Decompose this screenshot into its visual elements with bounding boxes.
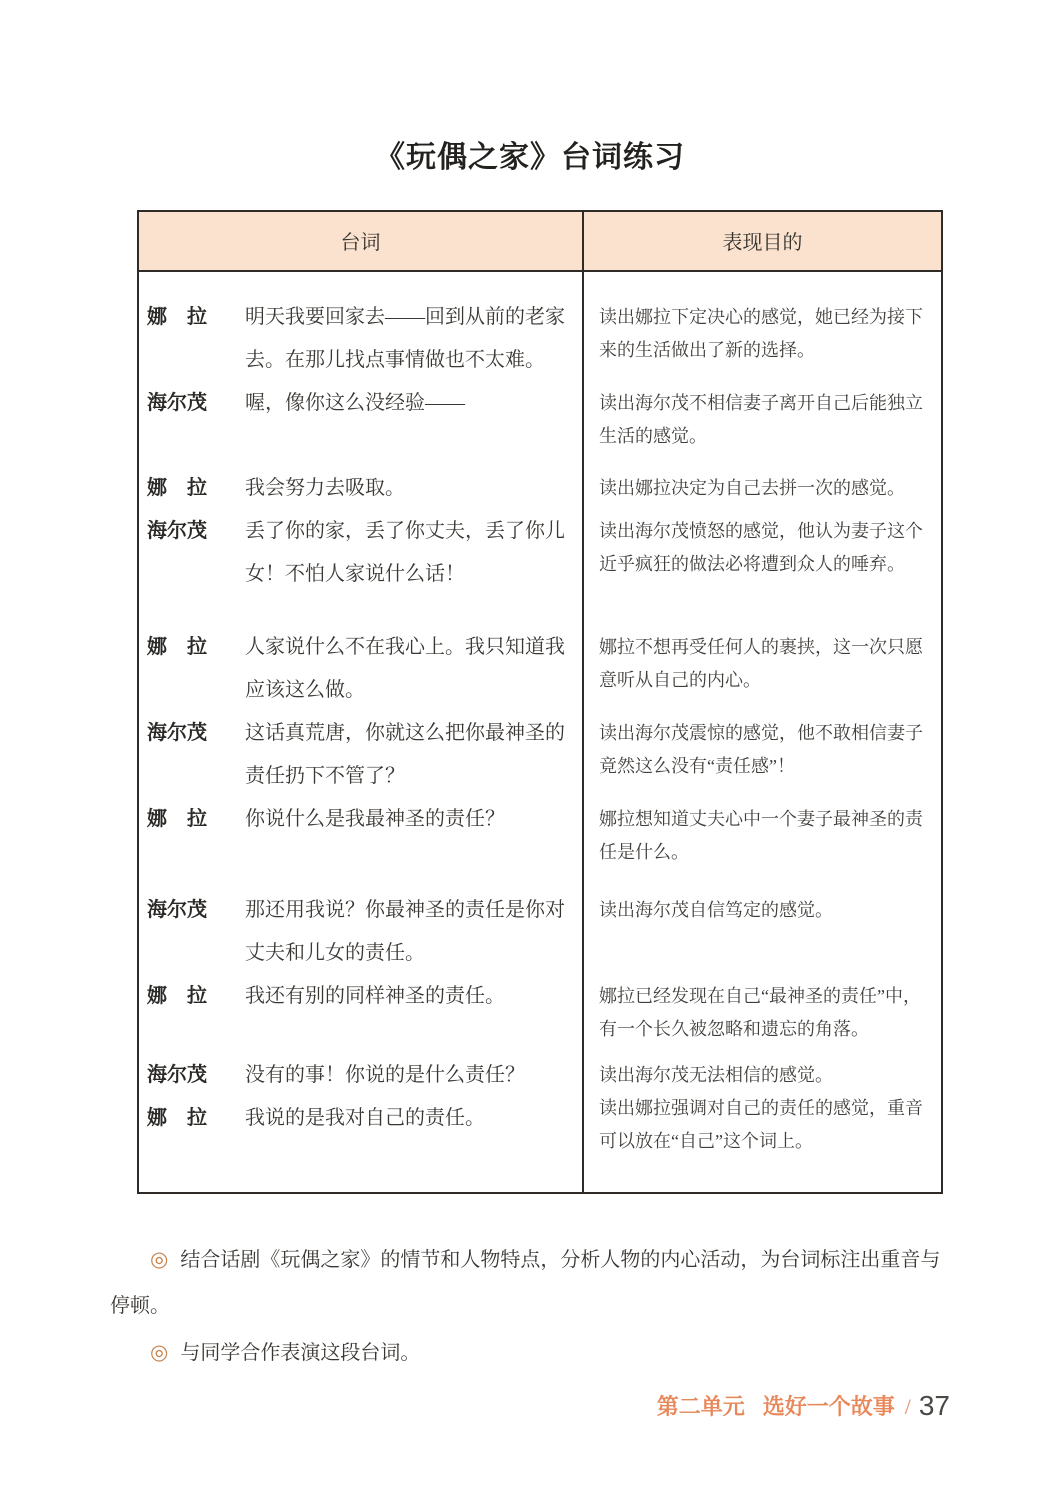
line-text: 我还有别的同样神圣的责任。 bbox=[245, 985, 505, 1007]
purpose-text: 读出海尔茂愤怒的感觉，他认为妻子这个近乎疯狂的做法必将遭到众人的唾弃。 bbox=[599, 521, 923, 574]
speaker-name: 娜 拉 bbox=[147, 808, 207, 830]
dialogue-row bbox=[139, 712, 941, 798]
speaker-name: 海尔茂 bbox=[147, 520, 207, 542]
purpose-text: 读出娜拉决定为自己去拼一次的感觉。 bbox=[599, 478, 905, 498]
purpose-text: 读出娜拉强调对自己的责任的感觉，重音可以放在“自己”这个词上。 bbox=[599, 1098, 923, 1151]
line-text: 你说什么是我最神圣的责任？ bbox=[245, 808, 505, 830]
line-text: 喔，像你这么没经验—— bbox=[245, 392, 465, 414]
dialogue-line bbox=[147, 510, 568, 596]
line-text: 丢了你的家，丢了你丈夫，丢了你儿女！不怕人家说什么话！ bbox=[245, 520, 565, 585]
speaker-name: 海尔茂 bbox=[147, 1064, 207, 1086]
note-text: 结合话剧《玩偶之家》的情节和人物特点，分析人物的内心活动，为台词标注出重音与停顿。 bbox=[110, 1249, 941, 1317]
activity-notes bbox=[110, 1236, 950, 1376]
purpose-text: 读出娜拉下定决心的感觉，她已经为接下来的生活做出了新的选择。 bbox=[599, 307, 923, 360]
speaker-name: 娜 拉 bbox=[147, 306, 207, 328]
dialogue-row bbox=[139, 382, 941, 453]
purpose-cell bbox=[582, 510, 941, 596]
double-circle-bullet-icon: ◎ bbox=[150, 1340, 169, 1364]
note-item bbox=[110, 1236, 950, 1329]
line-cell bbox=[139, 712, 582, 798]
line-text: 明天我要回家去——回到从前的老家去。在那儿找点事情做也不太难。 bbox=[245, 306, 565, 371]
dialogue-line bbox=[147, 296, 568, 382]
footer-unit-label: 第二单元 bbox=[656, 1394, 745, 1419]
table-body bbox=[139, 272, 941, 1192]
line-text: 人家说什么不在我心上。我只知道我应该这么做。 bbox=[245, 636, 565, 701]
dialogue-line bbox=[147, 975, 568, 1018]
line-text: 这话真荒唐，你就这么把你最神圣的责任扔下不管了？ bbox=[245, 722, 565, 787]
purpose-cell bbox=[582, 296, 941, 382]
speaker-name: 娜 拉 bbox=[147, 985, 207, 1007]
line-text: 我会努力去吸取。 bbox=[245, 477, 405, 499]
purpose-cell bbox=[582, 1054, 941, 1158]
purpose-cell bbox=[582, 798, 941, 869]
speaker-name: 娜 拉 bbox=[147, 1107, 207, 1129]
dialogue-practice-table bbox=[137, 210, 943, 1194]
dialogue-line bbox=[147, 467, 568, 510]
line-cell bbox=[139, 467, 582, 510]
purpose-cell bbox=[582, 382, 941, 453]
page-number: 37 bbox=[918, 1390, 950, 1421]
speaker-name: 娜 拉 bbox=[147, 636, 207, 658]
purpose-text: 娜拉已经发现在自己“最神圣的责任”中，有一个长久被忽略和遗忘的角落。 bbox=[599, 986, 921, 1039]
line-text: 那还用我说？你最神圣的责任是你对丈夫和儿女的责任。 bbox=[245, 899, 565, 964]
note-item bbox=[110, 1329, 950, 1376]
dialogue-row bbox=[139, 798, 941, 869]
purpose-text: 读出海尔茂自信笃定的感觉。 bbox=[599, 900, 833, 920]
dialogue-line bbox=[147, 1054, 568, 1097]
dialogue-row bbox=[139, 467, 941, 510]
purpose-cell bbox=[582, 889, 941, 975]
line-cell bbox=[139, 798, 582, 869]
page-title: 《玩偶之家》台词练习 bbox=[375, 141, 685, 174]
purpose-text: 娜拉不想再受任何人的裹挟，这一次只愿意听从自己的内心。 bbox=[599, 637, 923, 690]
purpose-text: 娜拉想知道丈夫心中一个妻子最神圣的责任是什么。 bbox=[599, 809, 923, 862]
purpose-cell bbox=[582, 626, 941, 712]
purpose-text: 读出海尔茂无法相信的感觉。 bbox=[599, 1065, 833, 1085]
dialogue-row bbox=[139, 1054, 941, 1158]
page-footer bbox=[657, 1390, 950, 1422]
purpose-cell bbox=[582, 975, 941, 1046]
speaker-name: 海尔茂 bbox=[147, 392, 207, 414]
double-circle-bullet-icon: ◎ bbox=[150, 1247, 169, 1271]
dialogue-line bbox=[147, 626, 568, 712]
dialogue-row bbox=[139, 510, 941, 596]
purpose-cell bbox=[582, 467, 941, 510]
column-header-lines: 台词 bbox=[340, 232, 381, 254]
line-cell bbox=[139, 1054, 582, 1158]
purpose-text: 读出海尔茂震惊的感觉，他不敢相信妻子竟然这么没有“责任感”！ bbox=[599, 723, 923, 776]
dialogue-line bbox=[147, 798, 568, 841]
line-text: 没有的事！你说的是什么责任？ bbox=[245, 1064, 525, 1086]
column-header-purpose: 表现目的 bbox=[582, 212, 941, 270]
line-cell bbox=[139, 889, 582, 975]
purpose-cell bbox=[582, 712, 941, 798]
line-cell bbox=[139, 382, 582, 453]
footer-section-label: 选好一个故事 bbox=[762, 1394, 895, 1419]
speaker-name: 海尔茂 bbox=[147, 899, 207, 921]
table-header-row bbox=[139, 212, 941, 272]
note-text: 与同学合作表演这段台词。 bbox=[180, 1342, 421, 1364]
footer-separator: / bbox=[904, 1394, 911, 1419]
dialogue-row bbox=[139, 975, 941, 1046]
dialogue-row bbox=[139, 626, 941, 712]
dialogue-line bbox=[147, 382, 568, 425]
speaker-name: 娜 拉 bbox=[147, 477, 207, 499]
speaker-name: 海尔茂 bbox=[147, 722, 207, 744]
line-cell bbox=[139, 975, 582, 1046]
dialogue-line bbox=[147, 889, 568, 975]
line-cell bbox=[139, 296, 582, 382]
line-cell bbox=[139, 626, 582, 712]
dialogue-line bbox=[147, 712, 568, 798]
dialogue-row bbox=[139, 296, 941, 382]
dialogue-row bbox=[139, 889, 941, 975]
purpose-text: 读出海尔茂不相信妻子离开自己后能独立生活的感觉。 bbox=[599, 393, 923, 446]
line-text: 我说的是我对自己的责任。 bbox=[245, 1107, 485, 1129]
dialogue-line bbox=[147, 1097, 568, 1140]
line-cell bbox=[139, 510, 582, 596]
